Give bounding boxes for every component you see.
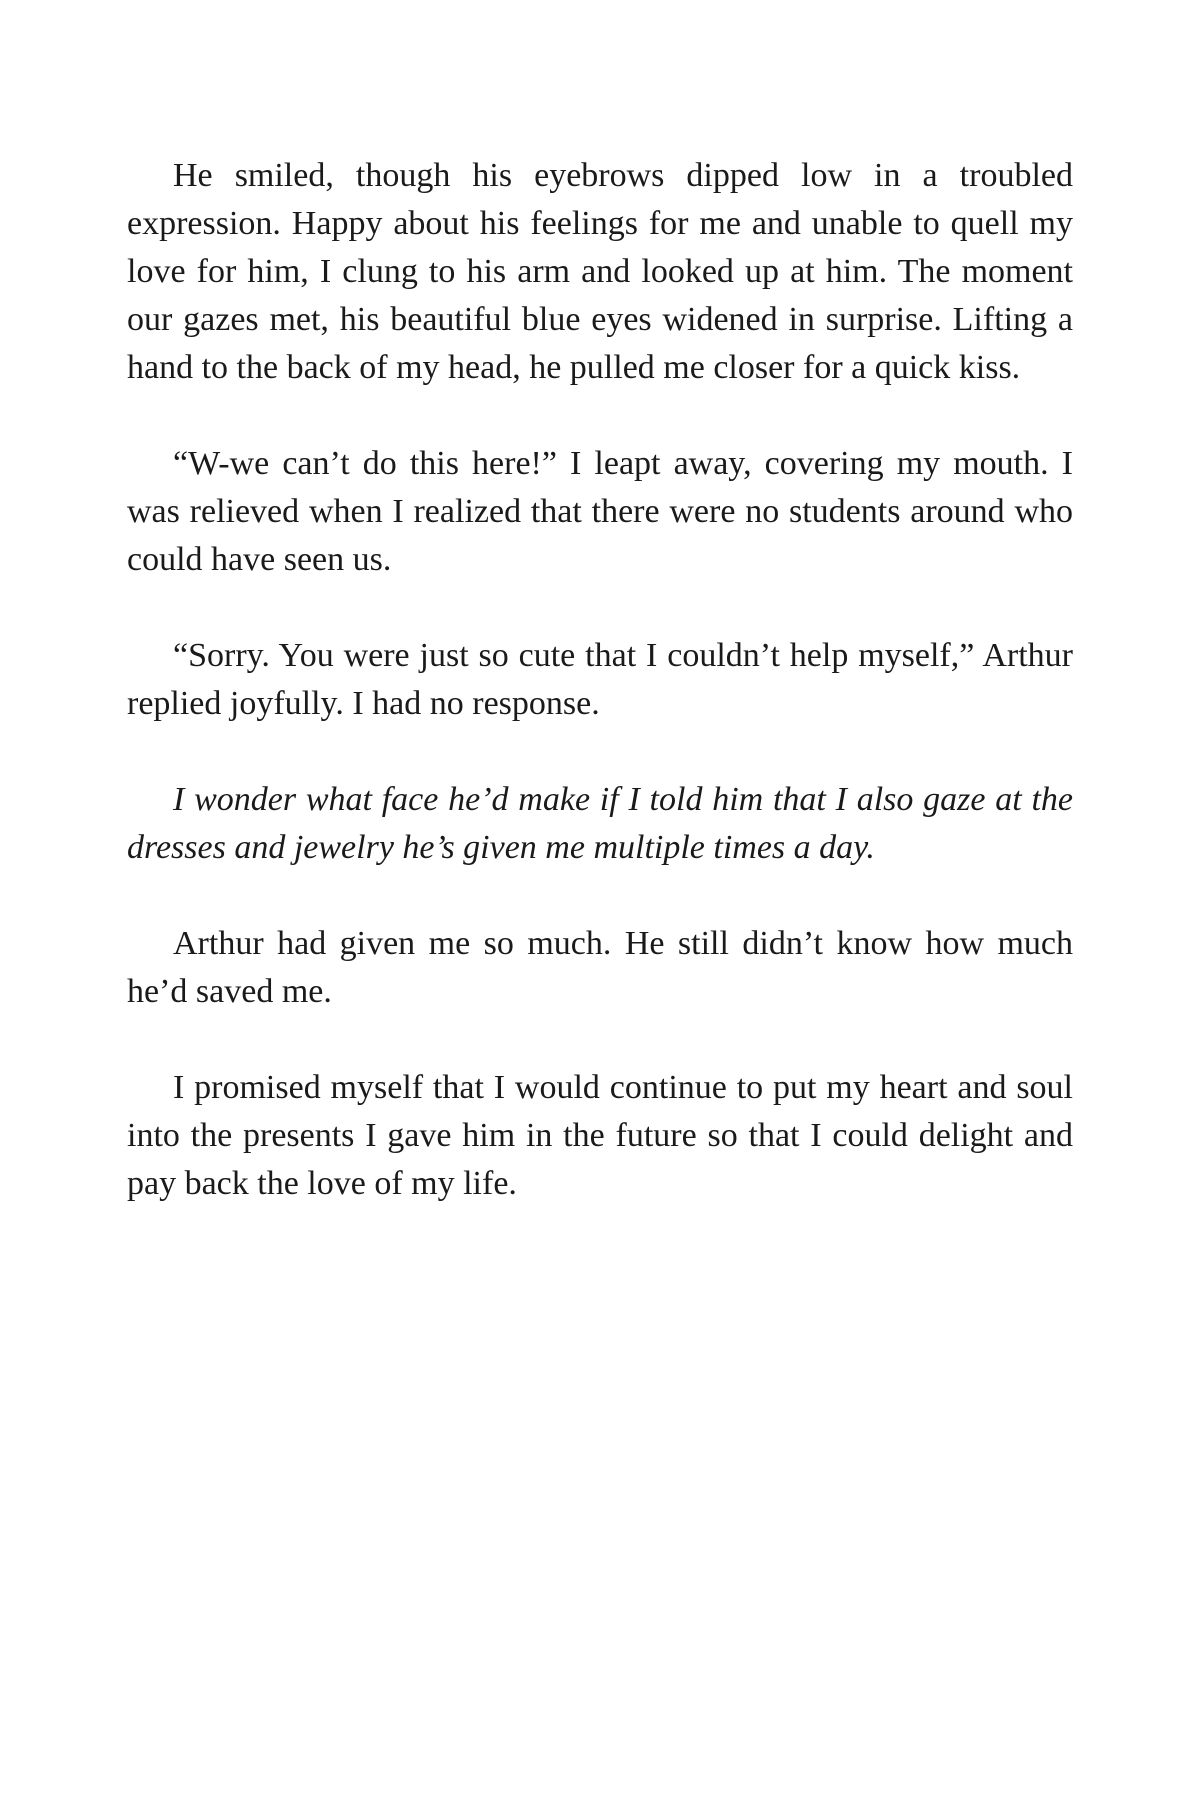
paragraph-3: “Sorry. You were just so cute that I couldn’t help myself,” Arthur replied joyfully. I had no response. <box>127 637 1073 722</box>
paragraph-4-inner-thought: I wonder what face he’d make if I told him that I also gaze at the dresses and jewelry he’s given me multiple times a day. <box>127 781 1073 866</box>
paragraph-2: “W-we can’t do this here!” I leapt away, covering my mouth. I was relieved when I realized that there were no students around who could have seen us. <box>127 445 1073 578</box>
paragraph-1: He smiled, though his eyebrows dipped low in a troubled expression. Happy about his feelings for me and unable to quell my love for him, I clung to his arm and looked up at him. The moment our gazes met, his beautiful blue eyes widened in surprise. Lifting a hand to the back of my head, he pulled me closer for a quick kiss. <box>127 157 1073 386</box>
paragraph-5: Arthur had given me so much. He still didn’t know how much he’d saved me. <box>127 925 1073 1010</box>
body-text <box>127 152 1073 1256</box>
paragraph-6: I promised myself that I would continue to put my heart and soul into the presents I gave him in the future so that I could delight and pay back the love of my life. <box>127 1069 1073 1202</box>
